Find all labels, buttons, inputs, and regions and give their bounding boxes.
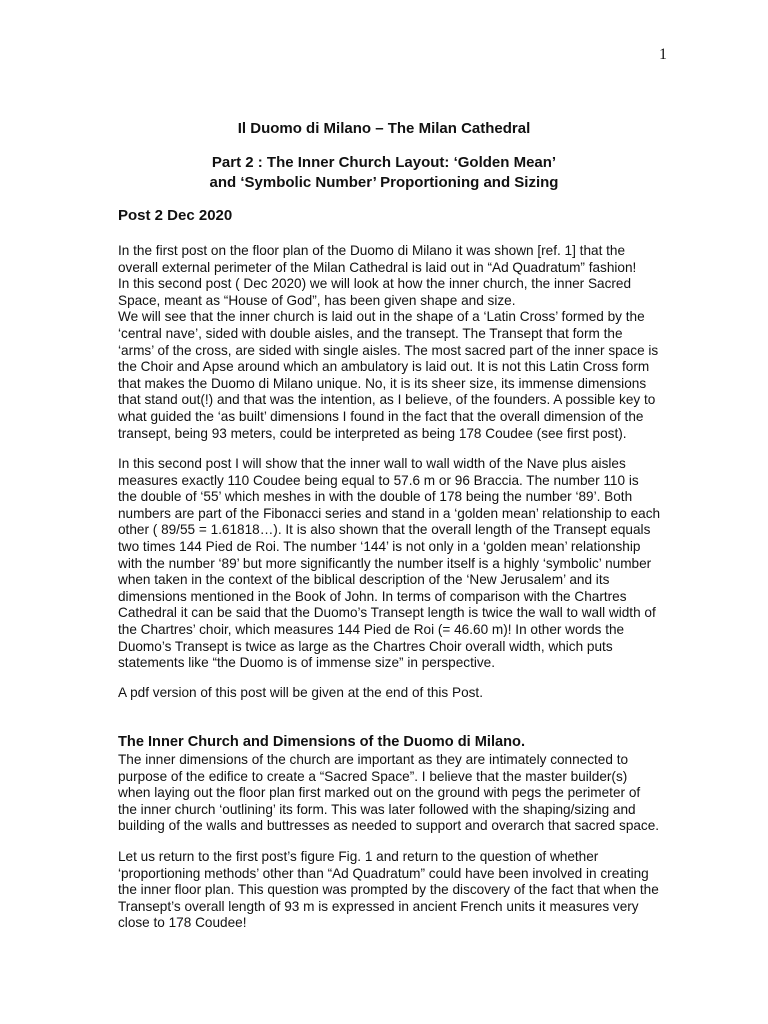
text-line: close to 178 Coudee!	[118, 915, 247, 931]
text-line: building of the walls and buttresses as needed to support and overarch that sacred space.	[118, 818, 660, 834]
page-number: 1	[659, 46, 667, 63]
text-line: that stand out(!) and that was the intention, as I believe, of the founders. A possible key to	[118, 392, 656, 408]
text-line: The inner dimensions of the church are important as they are intimately connected to	[118, 752, 629, 767]
text-line: overall external perimeter of the Milan Cathedral is laid out in “Ad Quadratum” fashion!	[118, 259, 637, 275]
subtitle-line: Part 2 : The Inner Church Layout: ‘Golden Mean’	[211, 154, 557, 171]
paragraph-inner-dimensions	[118, 752, 678, 835]
text-line: In this second post ( Dec 2020) we will look at how the inner church, the inner Sacred	[118, 276, 632, 292]
text-line: We will see that the inner church is laid out in the shape of a ‘Latin Cross’ formed by the	[118, 309, 645, 325]
text-line: Let us return to the first post’s figure Fig. 1 and return to the question of whether	[118, 849, 599, 864]
paragraph-intro	[118, 243, 678, 442]
text-line: numbers are part of the Fibonacci series and stand in a ‘golden mean’ relationship to each	[118, 505, 661, 521]
post-heading: Post 2 Dec 2020	[118, 207, 233, 224]
paragraph-pdf-note	[118, 685, 678, 702]
text-line: the inner floor plan. This question was prompted by the discovery of the fact that when the	[118, 882, 659, 898]
paragraph-return-fig	[118, 849, 678, 932]
text-line: purpose of the edifice to create a “Sacred Space”. I believe that the master builder(s)	[118, 768, 628, 784]
text-line: with the number ‘89’ but more significantly the number itself is a highly ‘symbolic’ number	[118, 555, 652, 571]
text-line: A pdf version of this post will be given at the end of this Post.	[118, 685, 483, 700]
text-line: two times 144 Pied de Roi. The number ‘144’ is not only in a ‘golden mean’ relationship	[118, 538, 641, 554]
text-line: ‘arms’ of the cross, are sided with single aisles. The most sacred part of the inner space is	[118, 342, 659, 358]
text-line: ‘proportioning methods’ other than “Ad Quadratum” could have been involved in creating	[118, 865, 649, 881]
text-line: when taken in the context of the biblical description of the ‘New Jerusalem’ and its	[118, 572, 610, 588]
text-line: In this second post I will show that the inner wall to wall width of the Nave plus aisles	[118, 456, 626, 471]
paragraph-second-post	[118, 456, 678, 672]
text-line: Duomo’s Transept is twice as large as the Chartres Choir overall width, which puts	[118, 638, 613, 654]
text-line: statements like “the Duomo is of immense size” in perspective.	[118, 655, 495, 671]
document-title: Il Duomo di Milano – The Milan Cathedral	[237, 120, 531, 137]
text-line: the Choir and Apse around which an ambulatory is laid out. It is not this Latin Cross form	[118, 359, 650, 375]
text-line: the double of ‘55’ which meshes in with the double of 178 being the number ‘89’. Both	[118, 489, 633, 505]
document-subtitle	[0, 153, 768, 193]
text-line: Space, meant as “House of God”, has been given shape and size.	[118, 292, 516, 308]
text-line: other ( 89/55 = 1.61818…). It is also shown that the overall length of the Transept equals	[118, 522, 651, 538]
text-line: the inner church ‘outlining’ its form. This was later followed with the shaping/sizing and	[118, 801, 636, 817]
text-line: transept, being 93 meters, could be interpreted as being 178 Coudee (see first post).	[118, 425, 627, 441]
text-line: In the first post on the floor plan of the Duomo di Milano it was shown [ref. 1] that the	[118, 243, 626, 258]
text-line: that makes the Duomo di Milano unique. No, it is its sheer size, its immense dimensions	[118, 375, 647, 391]
text-line: what guided the ‘as built’ dimensions I found in the fact that the overall dimension of the	[118, 408, 644, 424]
text-line: measures exactly 110 Coudee being equal to 57.6 m or 96 Braccia. The number 110 is	[118, 472, 639, 488]
section-heading: The Inner Church and Dimensions of the Duomo di Milano.	[118, 734, 526, 750]
subtitle-line: and ‘Symbolic Number’ Proportioning and Sizing	[209, 174, 559, 191]
text-line: Transept’s overall length of 93 m is expressed in ancient French units it measures very	[118, 898, 639, 914]
text-line: when laying out the floor plan first marked out on the ground with pegs the perimeter of	[118, 785, 641, 801]
text-line: Cathedral it can be said that the Duomo’s Transept length is twice the wall to wall width of	[118, 605, 656, 621]
text-line: ‘central nave’, sided with double aisles, and the transept. The Transept that form the	[118, 325, 623, 341]
text-line: the Chartres’ choir, which measures 144 Pied de Roi (= 46.60 m)! In other words the	[118, 621, 625, 637]
text-line: dimensions mentioned in the Book of John. In terms of comparison with the Chartres	[118, 588, 627, 604]
